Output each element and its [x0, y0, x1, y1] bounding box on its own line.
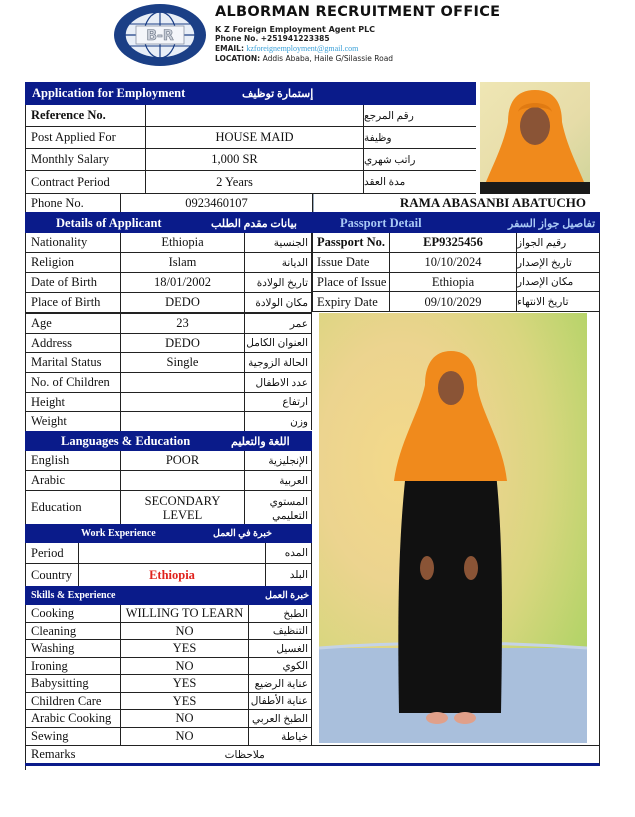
passport-no-row: Passport No. EP9325456 رقيم الجواز: [313, 233, 599, 253]
applicant-full-length-photo: [319, 313, 587, 743]
country-value: Ethiopia: [79, 564, 266, 586]
english-row: English POOR الإنجليزية: [25, 451, 312, 471]
letterhead: [112, 2, 532, 72]
globe-logo-icon: [112, 2, 208, 68]
pob-row: Place of Birth DEDO مكان الولادة: [25, 293, 312, 313]
phone-value: 0923460107: [121, 194, 313, 212]
expiry-date-row: Expiry Date 09/10/2029 تاريخ الانتهاء: [313, 292, 599, 312]
applicant-portrait-photo: [480, 82, 590, 194]
remarks-label: Remarks: [31, 747, 76, 761]
address-row: Address DEDO العنوان الكامل: [25, 334, 312, 353]
education-row: Education SECONDARY LEVEL المستوي التعليمي: [25, 491, 312, 524]
details-header: Details of Applicant بيانات مقدم الطلب: [25, 214, 312, 233]
place-of-issue-row: Place of Issue Ethiopia مكان الإصدار: [313, 273, 599, 292]
country-row: Country Ethiopia البلد: [25, 564, 312, 586]
skill-row-arabic-cooking: Arabic Cooking NO الطبخ العربي: [25, 710, 312, 728]
salary-value: 1,000 SR: [146, 149, 364, 170]
applicant-name: RAMA ABASANBI ABATUCHO: [313, 194, 600, 212]
education-value-line2: LEVEL: [162, 507, 203, 522]
issue-date-row: Issue Date 10/10/2024 تاريخ الإصدار: [313, 253, 599, 273]
phone-row: Phone No. 0923460107 RAMA ABASANBI ABATUCHO: [25, 194, 600, 214]
contract-row: Contract Period 2 Years مدة العقد: [25, 171, 476, 194]
contract-value: 2 Years: [146, 171, 364, 193]
company-subtitle: K Z Foreign Employment Agent PLC: [215, 25, 376, 34]
company-email: EMAIL: kzforeignemployment@gmail.com: [215, 44, 359, 53]
skill-row-sewing: Sewing NO خياطة: [25, 728, 312, 745]
skill-row-babysitting: Babysitting YES عناية الرضيع: [25, 675, 312, 693]
skill-row-children-care: Children Care YES عناية الأطفال: [25, 693, 312, 710]
work-experience-header: Work Experience خبرة في العمل: [25, 524, 312, 543]
skill-row-cooking: Cooking WILLING TO LEARN الطبخ: [25, 605, 312, 623]
languages-header: Languages & Education اللغة والتعليم: [25, 431, 312, 451]
skill-row-cleaning: Cleaning NO التنظيف: [25, 623, 312, 640]
dob-row: Date of Birth 18/01/2002 تاريخ الولادة: [25, 273, 312, 293]
post-applied-value: HOUSE MAID: [146, 127, 364, 148]
reference-row: Reference No. رقم المرجع: [25, 105, 476, 127]
weight-row: Weight وزن: [25, 412, 312, 431]
remarks-label-ar: ملاحظات: [224, 749, 265, 761]
passport-number: EP9325456: [390, 233, 517, 252]
height-row: Height ارتفاع: [25, 393, 312, 412]
remarks-row: [25, 745, 600, 766]
children-row: No. of Children عدد الاطفال: [25, 373, 312, 393]
email-link[interactable]: kzforeignemployment@gmail.com: [246, 44, 359, 53]
company-phone: Phone No. +251941223385: [215, 34, 330, 43]
post-applied-row: Post Applied For HOUSE MAID وظيفة: [25, 127, 476, 149]
passport-header: Passport Detail تفاصيل جواز السفر: [312, 214, 600, 233]
skill-row-washing: Washing YES الغسيل: [25, 640, 312, 658]
nationality-row: Nationality Ethiopia الجنسية: [25, 233, 312, 253]
company-location: LOCATION: Addis Ababa, Haile G/Silassie Road: [215, 54, 394, 63]
skill-row-ironing: Ironing NO الكوي: [25, 658, 312, 675]
application-header: Application for Employment إستمارة توظيف: [25, 82, 476, 105]
salary-row: Monthly Salary 1,000 SR راتب شهري: [25, 149, 476, 171]
marital-row: Marital Status Single الحالة الزوجية: [25, 353, 312, 373]
skills-header: Skills & Experience خبرة العمل: [25, 586, 312, 605]
svg-text:B-R: B-R: [146, 28, 174, 44]
education-value-line1: SECONDARY: [144, 493, 221, 508]
arabic-row: Arabic العربية: [25, 471, 312, 491]
age-row: Age 23 عمر: [25, 313, 312, 334]
company-title: ALBORMAN RECRUITMENT OFFICE: [215, 4, 501, 20]
period-row: Period المده: [25, 543, 312, 564]
religion-row: Religion Islam الديانة: [25, 253, 312, 273]
reference-value: [146, 105, 364, 126]
